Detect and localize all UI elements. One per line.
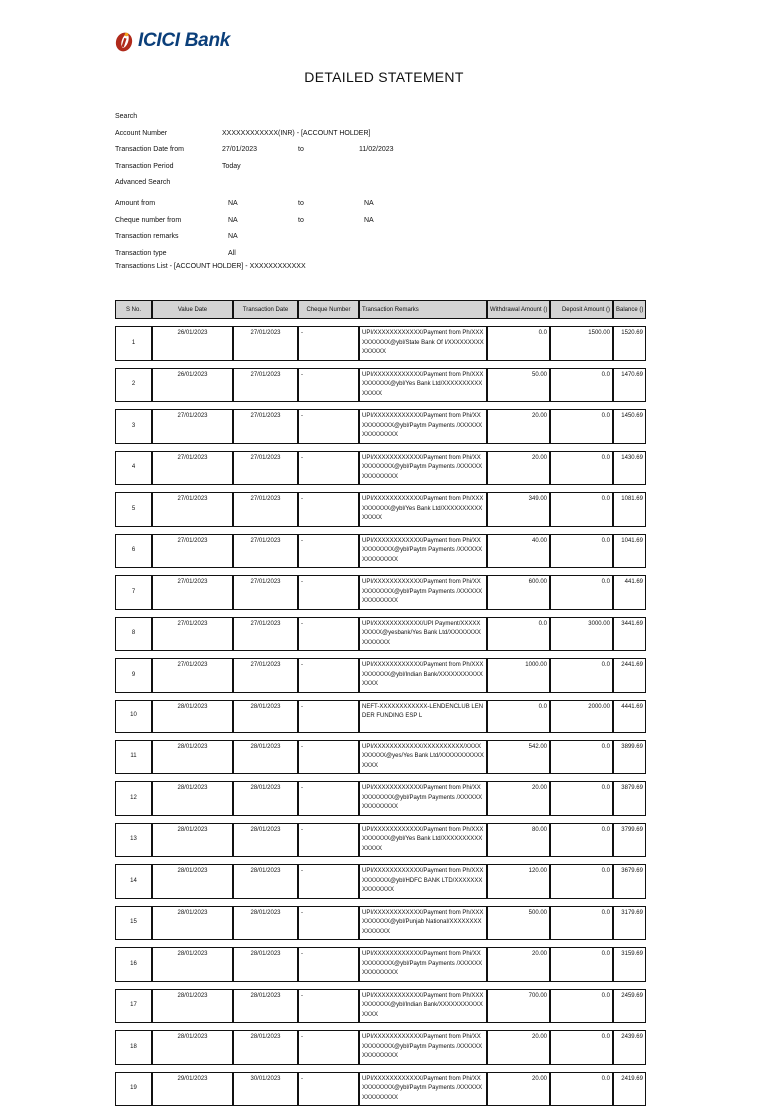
row-value-date: 27/01/2023 [152,658,233,693]
row-balance: 2419.69 [613,1072,646,1106]
row-withdrawal: 20.00 [487,1030,550,1065]
row-transaction-date: 27/01/2023 [233,368,298,403]
col-header-sno: S No. [115,300,152,319]
row-deposit: 0.0 [550,658,613,693]
date-from-value: 27/01/2023 [222,146,257,153]
row-cheque-number: - [298,492,359,527]
row-value-date: 28/01/2023 [152,906,233,941]
row-withdrawal: 20.00 [487,947,550,982]
row-value-date: 26/01/2023 [152,326,233,361]
bank-name: ICICI Bank [138,30,230,52]
row-value-date: 28/01/2023 [152,781,233,816]
table-row [115,575,646,610]
row-withdrawal: 80.00 [487,823,550,858]
type-label: Transaction type [115,250,167,257]
row-value-date: 28/01/2023 [152,823,233,858]
row-spacer [115,899,646,906]
row-spacer [115,651,646,658]
row-spacer [115,402,646,409]
row-cheque-number: - [298,823,359,858]
row-remarks: UPI/XXXXXXXXXXXX/Payment from Ph/XXXXXXXXXX@ybl/Indian Bank/XXXXXXXXXXXXXXX [359,989,487,1024]
row-deposit: 0.0 [550,575,613,610]
row-transaction-date: 27/01/2023 [233,492,298,527]
date-to-label: to [298,146,304,153]
col-header-remarks: Transaction Remarks [359,300,487,319]
row-remarks: UPI/XXXXXXXXXXXX/Payment from Phi/XXXXXXXXXX@ybl/Paytm Payments /XXXXXXXXXXXXXXX [359,451,487,486]
row-cheque-number: - [298,451,359,486]
row-deposit: 0.0 [550,823,613,858]
row-spacer [115,527,646,534]
row-remarks: UPI/XXXXXXXXXXXX/UPI Payment/XXXXXXXXXX@yesbank/Yes Bank Ltd/XXXXXXXXXXXXXXX [359,617,487,652]
row-cheque-number: - [298,947,359,982]
row-transaction-date: 27/01/2023 [233,326,298,361]
row-withdrawal: 50.00 [487,368,550,403]
col-header-cheque-number: Cheque Number [298,300,359,319]
row-remarks: UPI/XXXXXXXXXXXX/Payment from Phi/XXXXXXXXXX@ybl/Paytm Payments /XXXXXXXXXXXXXXX [359,409,487,444]
col-header-balance: Balance () [613,300,646,319]
row-remarks: UPI/XXXXXXXXXXXX/Payment from Phi/XXXXXXXXXX@ybl/Paytm Payments /XXXXXXXXXXXXXXX [359,575,487,610]
row-balance: 2439.69 [613,1030,646,1065]
cheque-to-value: NA [364,217,374,224]
row-remarks: UPI/XXXXXXXXXXXX/Payment from Ph/XXXXXXXXXX@ybl/Yes Bank Ltd/XXXXXXXXXXXXXXX [359,823,487,858]
row-spacer [115,733,646,740]
row-deposit: 0.0 [550,989,613,1024]
row-spacer [115,319,646,326]
row-spacer [115,610,646,617]
row-balance: 441.69 [613,575,646,610]
row-transaction-date: 27/01/2023 [233,534,298,569]
row-withdrawal: 0.0 [487,617,550,652]
row-remarks: UPI/XXXXXXXXXXXX/Payment from Ph/XXXXXXXXXX@ybl/Indian Bank/XXXXXXXXXXXXXXX [359,658,487,693]
row-balance: 3179.69 [613,906,646,941]
account-label: Account Number [115,130,167,137]
row-balance: 1470.69 [613,368,646,403]
row-value-date: 28/01/2023 [152,947,233,982]
row-sno: 11 [115,740,152,775]
row-remarks: UPI/XXXXXXXXXXXX/Payment from Ph/XXXXXXXXXX@ybl/Punjab National/XXXXXXXXXXXXXXX [359,906,487,941]
table-row [115,1030,646,1065]
row-transaction-date: 28/01/2023 [233,740,298,775]
amount-label: Amount from [115,200,155,207]
row-remarks: UPI/XXXXXXXXXXXX/XXXXXXXXXX/XXXXXXXXXX@yes/Yes Bank Ltd/XXXXXXXXXXXXXXX [359,740,487,775]
row-remarks: UPI/XXXXXXXXXXXX/Payment from Ph/XXXXXXXXXX@ybl/HDFC BANK LTD/XXXXXXXXXXXXXXX [359,864,487,899]
table-row [115,740,646,775]
row-value-date: 27/01/2023 [152,492,233,527]
row-withdrawal: 542.00 [487,740,550,775]
row-deposit: 0.0 [550,1030,613,1065]
row-sno: 12 [115,781,152,816]
row-balance: 3899.69 [613,740,646,775]
row-sno: 7 [115,575,152,610]
account-value: XXXXXXXXXXXX(INR) - [ACCOUNT HOLDER] [222,130,370,137]
table-row [115,947,646,982]
row-remarks: UPI/XXXXXXXXXXXX/Payment from Phi/XXXXXXXXXX@ybl/Paytm Payments /XXXXXXXXXXXXXXX [359,1072,487,1106]
row-cheque-number: - [298,617,359,652]
row-withdrawal: 600.00 [487,575,550,610]
row-balance: 1450.69 [613,409,646,444]
row-remarks: UPI/XXXXXXXXXXXX/Payment from Phi/XXXXXXXXXX@ybl/Paytm Payments /XXXXXXXXXXXXXXX [359,534,487,569]
row-spacer [115,982,646,989]
row-cheque-number: - [298,658,359,693]
row-withdrawal: 20.00 [487,781,550,816]
row-spacer [115,444,646,451]
row-transaction-date: 27/01/2023 [233,575,298,610]
row-withdrawal: 20.00 [487,451,550,486]
row-sno: 8 [115,617,152,652]
row-cheque-number: - [298,575,359,610]
row-transaction-date: 28/01/2023 [233,947,298,982]
col-header-withdrawal: Withdrawal Amount () [487,300,550,319]
table-row [115,534,646,569]
row-spacer [115,857,646,864]
table-row [115,492,646,527]
row-sno: 13 [115,823,152,858]
row-sno: 15 [115,906,152,941]
row-spacer [115,693,646,700]
row-balance: 2441.69 [613,658,646,693]
col-header-deposit: Deposit Amount () [550,300,613,319]
row-transaction-date: 28/01/2023 [233,1030,298,1065]
row-remarks: UPI/XXXXXXXXXXXX/Payment from Phi/XXXXXXXXXX@ybl/Paytm Payments /XXXXXXXXXXXXXXX [359,947,487,982]
row-deposit: 0.0 [550,1072,613,1106]
row-deposit: 0.0 [550,740,613,775]
row-spacer [115,774,646,781]
row-sno: 4 [115,451,152,486]
period-value: Today [222,163,241,170]
row-value-date: 28/01/2023 [152,1030,233,1065]
row-value-date: 28/01/2023 [152,864,233,899]
row-remarks: UPI/XXXXXXXXXXXX/Payment from Ph/XXXXXXXXXX@ybl/Yes Bank Ltd/XXXXXXXXXXXXXXX [359,368,487,403]
row-transaction-date: 28/01/2023 [233,906,298,941]
table-row [115,326,646,361]
row-withdrawal: 0.0 [487,326,550,361]
row-value-date: 27/01/2023 [152,575,233,610]
row-value-date: 27/01/2023 [152,534,233,569]
row-balance: 3879.69 [613,781,646,816]
transactions-list-label: Transactions List - [ACCOUNT HOLDER] - XXXXXXXXXXXX [115,263,306,270]
row-sno: 18 [115,1030,152,1065]
row-remarks: UPI/XXXXXXXXXXXX/Payment from Ph/XXXXXXXXXX@ybl/Yes Bank Ltd/XXXXXXXXXXXXXXX [359,492,487,527]
row-cheque-number: - [298,1072,359,1106]
amount-to-label: to [298,200,304,207]
row-value-date: 27/01/2023 [152,451,233,486]
row-deposit: 0.0 [550,864,613,899]
remarks-label: Transaction remarks [115,233,179,240]
table-row [115,451,646,486]
row-cheque-number: - [298,1030,359,1065]
table-row [115,906,646,941]
row-transaction-date: 28/01/2023 [233,989,298,1024]
row-cheque-number: - [298,864,359,899]
type-value: All [228,250,236,257]
row-spacer [115,361,646,368]
row-balance: 1520.69 [613,326,646,361]
row-remarks: UPI/XXXXXXXXXXXX/Payment from Phi/XXXXXXXXXX@ybl/Paytm Payments /XXXXXXXXXXXXXXX [359,781,487,816]
row-value-date: 28/01/2023 [152,989,233,1024]
page-title: DETAILED STATEMENT [0,69,768,85]
transactions-table [115,300,646,1106]
row-transaction-date: 27/01/2023 [233,409,298,444]
bank-logo [115,30,230,52]
row-cheque-number: - [298,326,359,361]
row-deposit: 0.0 [550,781,613,816]
search-heading: Search [115,113,137,120]
row-sno: 14 [115,864,152,899]
table-row [115,700,646,733]
date-to-value: 11/02/2023 [359,146,394,153]
row-value-date: 27/01/2023 [152,617,233,652]
row-spacer [115,1023,646,1030]
row-sno: 17 [115,989,152,1024]
cheque-from-value: NA [228,217,238,224]
row-deposit: 0.0 [550,451,613,486]
row-deposit: 0.0 [550,534,613,569]
row-transaction-date: 28/01/2023 [233,864,298,899]
row-deposit: 0.0 [550,368,613,403]
row-balance: 3159.69 [613,947,646,982]
period-label: Transaction Period [115,163,174,170]
table-row [115,1072,646,1106]
row-balance: 1081.69 [613,492,646,527]
row-cheque-number: - [298,740,359,775]
cheque-to-label: to [298,217,304,224]
row-deposit: 0.0 [550,492,613,527]
row-remarks: NEFT-XXXXXXXXXXXX-LENDENCLUB LENDER FUNDING ESP L [359,700,487,733]
row-balance: 3441.69 [613,617,646,652]
row-withdrawal: 1000.00 [487,658,550,693]
table-row [115,368,646,403]
row-transaction-date: 30/01/2023 [233,1072,298,1106]
row-transaction-date: 28/01/2023 [233,823,298,858]
row-withdrawal: 500.00 [487,906,550,941]
row-value-date: 27/01/2023 [152,409,233,444]
row-spacer [115,1065,646,1072]
table-row [115,617,646,652]
icici-logo-icon [115,30,135,52]
row-withdrawal: 20.00 [487,409,550,444]
row-deposit: 0.0 [550,906,613,941]
row-transaction-date: 28/01/2023 [233,781,298,816]
row-sno: 2 [115,368,152,403]
row-sno: 5 [115,492,152,527]
row-cheque-number: - [298,781,359,816]
row-balance: 2459.69 [613,989,646,1024]
date-range-label: Transaction Date from [115,146,184,153]
row-withdrawal: 40.00 [487,534,550,569]
row-withdrawal: 349.00 [487,492,550,527]
row-sno: 3 [115,409,152,444]
row-cheque-number: - [298,368,359,403]
row-transaction-date: 27/01/2023 [233,617,298,652]
row-spacer [115,940,646,947]
row-transaction-date: 27/01/2023 [233,658,298,693]
table-row [115,409,646,444]
row-value-date: 29/01/2023 [152,1072,233,1106]
row-balance: 3679.69 [613,864,646,899]
row-sno: 6 [115,534,152,569]
cheque-label: Cheque number from [115,217,181,224]
row-withdrawal: 700.00 [487,989,550,1024]
transactions-body [115,319,646,1106]
advanced-search-heading: Advanced Search [115,179,170,186]
row-transaction-date: 27/01/2023 [233,451,298,486]
row-value-date: 26/01/2023 [152,368,233,403]
row-spacer [115,485,646,492]
row-deposit: 1500.00 [550,326,613,361]
row-cheque-number: - [298,700,359,733]
row-cheque-number: - [298,906,359,941]
table-row [115,864,646,899]
row-sno: 9 [115,658,152,693]
table-row [115,781,646,816]
table-row [115,658,646,693]
col-header-transaction-date: Transaction Date [233,300,298,319]
row-deposit: 3000.00 [550,617,613,652]
row-balance: 1430.69 [613,451,646,486]
row-spacer [115,568,646,575]
row-sno: 16 [115,947,152,982]
table-row [115,823,646,858]
row-withdrawal: 0.0 [487,700,550,733]
remarks-value: NA [228,233,238,240]
row-cheque-number: - [298,989,359,1024]
row-remarks: UPI/XXXXXXXXXXXX/Payment from Phi/XXXXXXXXXX@ybl/Paytm Payments /XXXXXXXXXXXXXXX [359,1030,487,1065]
row-value-date: 28/01/2023 [152,700,233,733]
row-transaction-date: 28/01/2023 [233,700,298,733]
row-balance: 3799.69 [613,823,646,858]
row-cheque-number: - [298,534,359,569]
row-deposit: 0.0 [550,947,613,982]
amount-from-value: NA [228,200,238,207]
table-row [115,989,646,1024]
row-spacer [115,816,646,823]
row-withdrawal: 120.00 [487,864,550,899]
row-value-date: 28/01/2023 [152,740,233,775]
row-withdrawal: 20.00 [487,1072,550,1106]
amount-to-value: NA [364,200,374,207]
row-balance: 1041.69 [613,534,646,569]
row-balance: 4441.69 [613,700,646,733]
row-cheque-number: - [298,409,359,444]
row-sno: 19 [115,1072,152,1106]
row-sno: 1 [115,326,152,361]
row-sno: 10 [115,700,152,733]
col-header-value-date: Value Date [152,300,233,319]
row-deposit: 0.0 [550,409,613,444]
row-deposit: 2000.00 [550,700,613,733]
row-remarks: UPI/XXXXXXXXXXXX/Payment from Ph/XXXXXXXXXX@ybl/State Bank Of I/XXXXXXXXXXXXXXX [359,326,487,361]
